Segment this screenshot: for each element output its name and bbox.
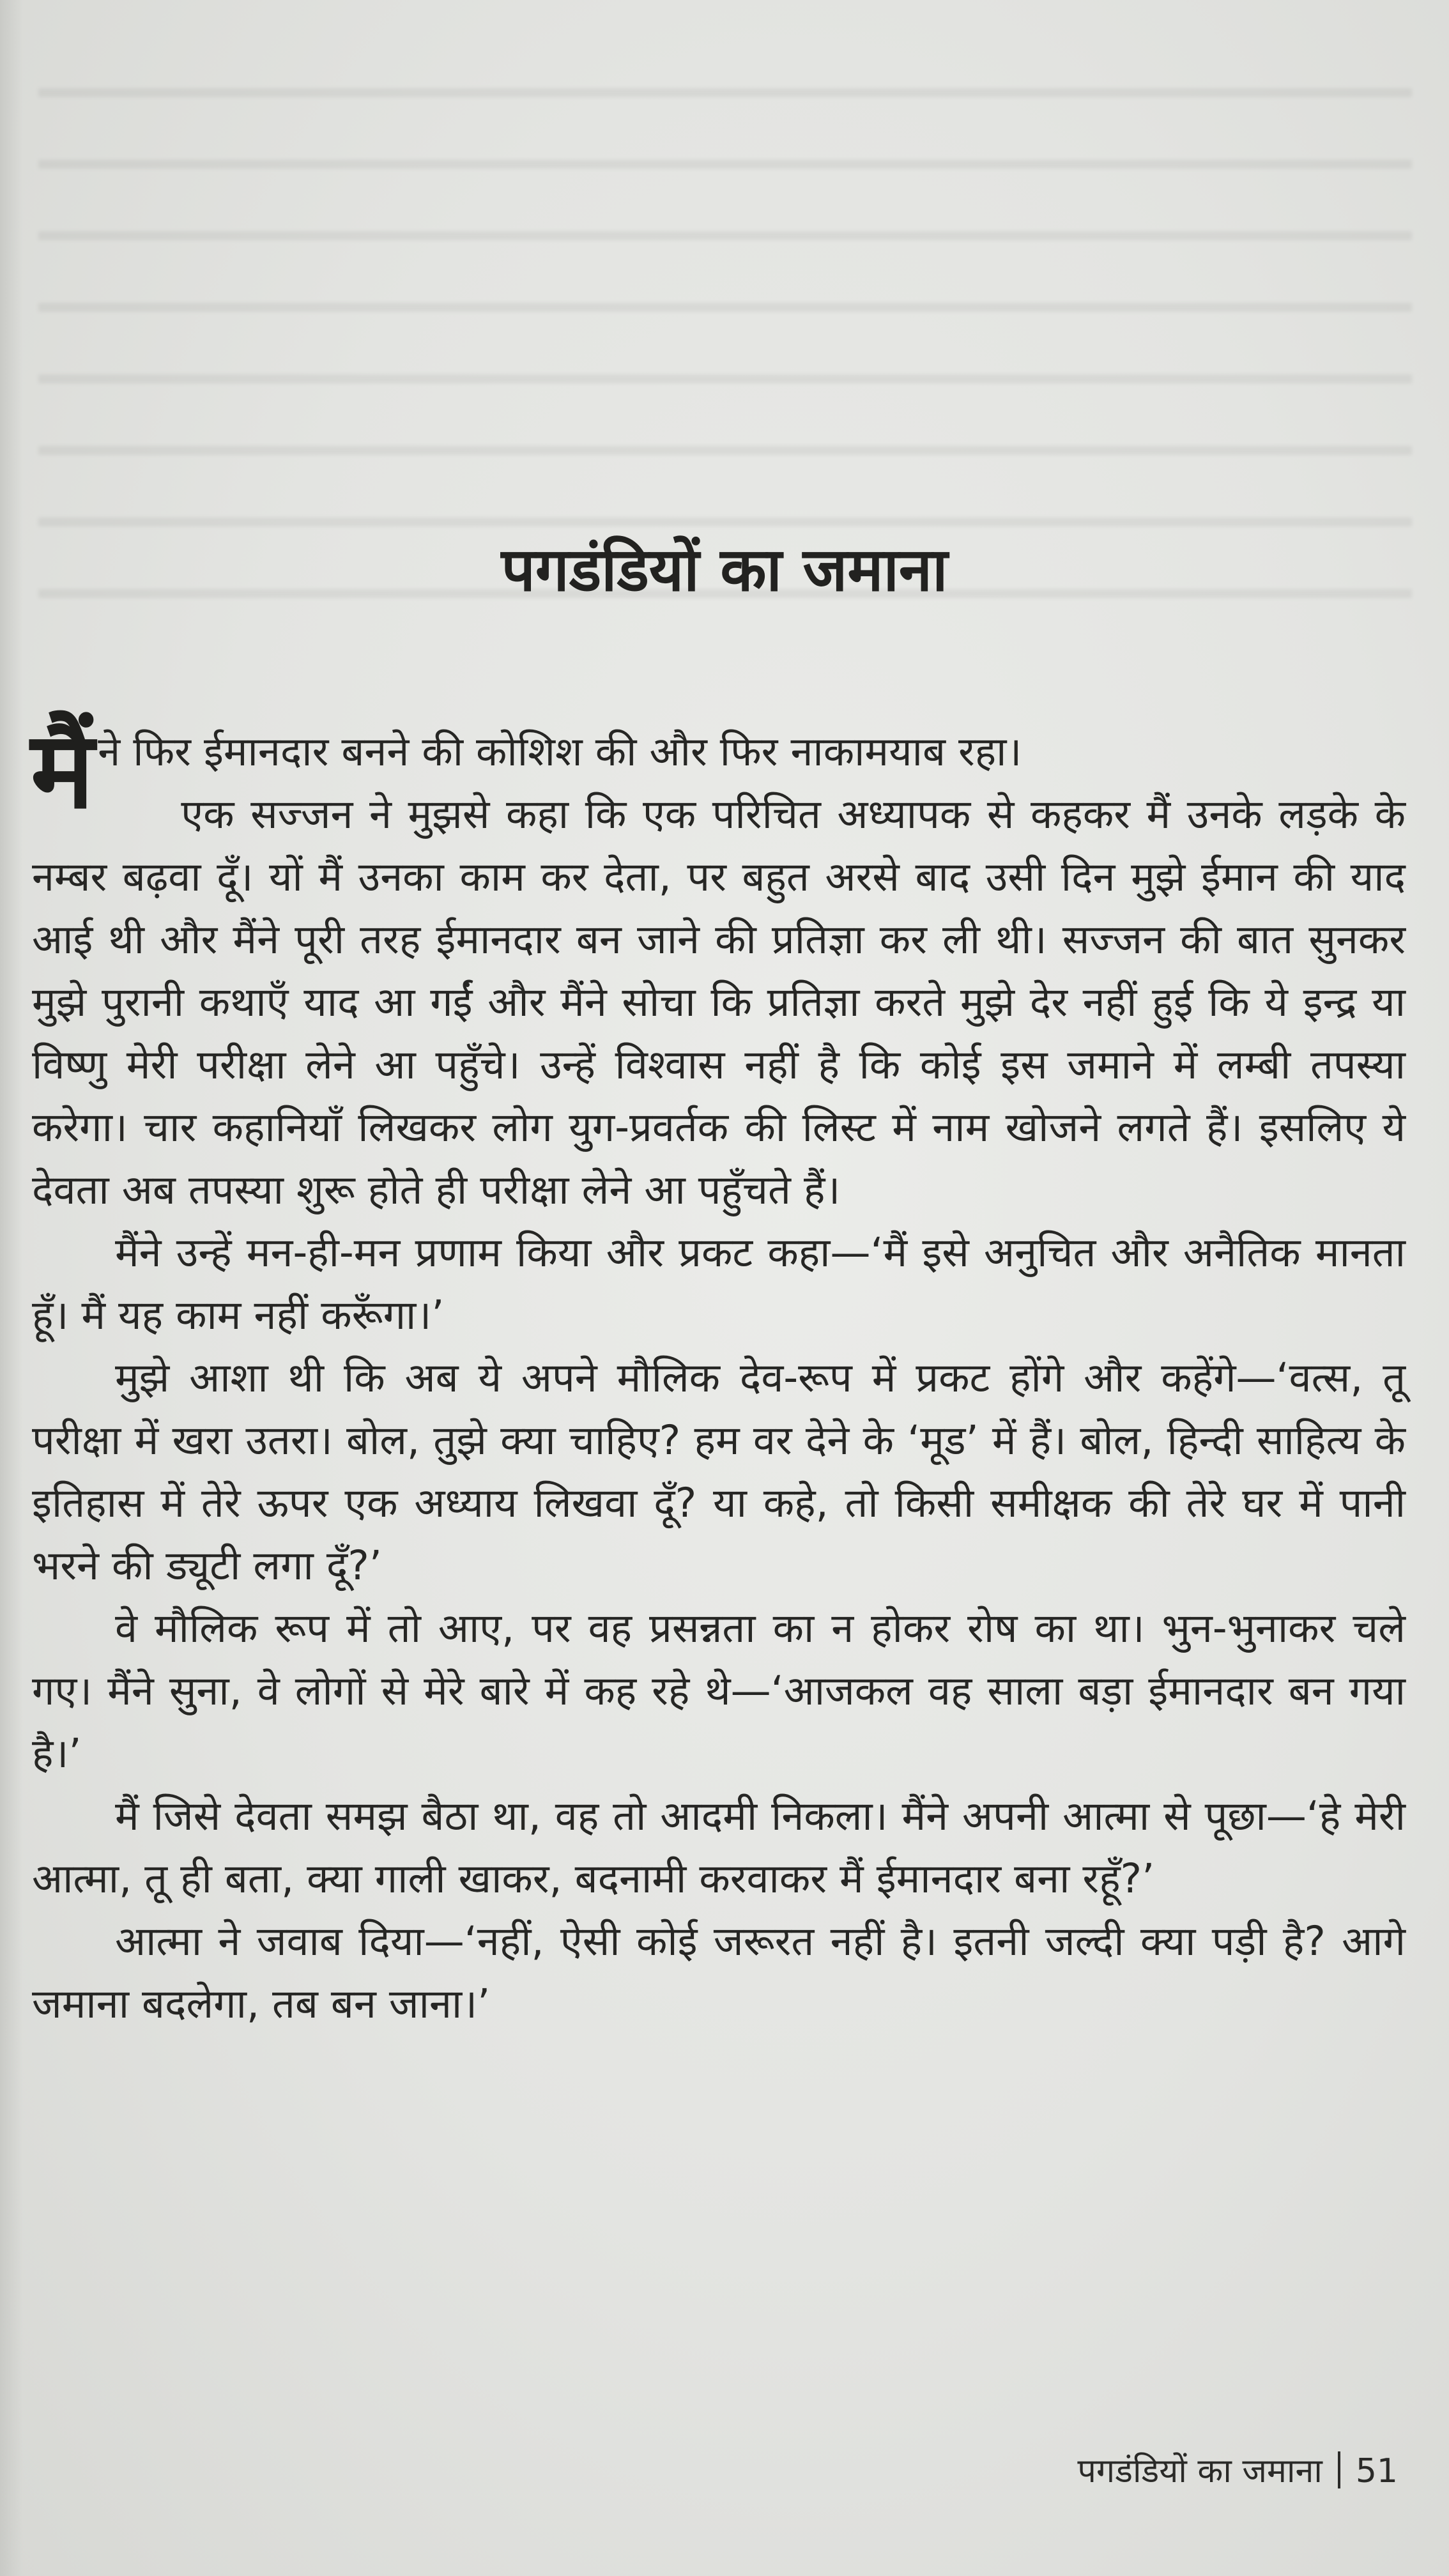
paragraph-7: आत्मा ने जवाब दिया—‘नहीं, ऐसी कोई जरूरत नहीं है। इतनी जल्दी क्या पड़ी है? आगे जमाना बदलेगा, तब बन जाना।’ — [32, 1918, 1406, 2027]
paragraph-1 — [31, 709, 1406, 832]
page-footer — [1077, 2446, 1398, 2497]
page-gutter-shadow — [0, 0, 23, 2576]
chapter-title: पगडंडियों का जमाना — [501, 535, 948, 605]
paragraph-5: वे मौलिक रूप में तो आए, पर वह प्रसन्नता का न होकर रोष का था। भुन-भुनाकर चले गए। मैंने सुना, वे लोगों से मेरे बारे में कह रहे थे—‘आजकल वह साला बड़ा ईमानदार बन गया है।’ — [32, 1605, 1406, 1777]
running-title: पगडंडियों का जमाना — [1077, 2452, 1322, 2490]
paragraph-6: मैं जिसे देवता समझ बैठा था, वह तो आदमी निकला। मैंने अपनी आत्मा से पूछा—‘हे मेरी आत्मा, तू ही बता, क्या गाली खाकर, बदनामी करवाकर मैं ईमानदार बना रहूँ?’ — [32, 1793, 1406, 1902]
paragraph-4: मुझे आशा थी कि अब ये अपने मौलिक देव-रूप में प्रकट होंगे और कहेंगे—‘वत्स, तू परीक्षा में खरा उतरा। बोल, तुझे क्या चाहिए? हम वर देने के ‘मूड’ में हैं। बोल, हिन्दी साहित्य के इतिहास में तेरे ऊपर एक अध्याय लिखवा दूँ? या कहे, तो किसी समीक्षक की तेरे घर में पानी भरने की ड्यूटी लगा दूँ?’ — [32, 1354, 1406, 1589]
footer-separator — [1338, 2451, 1340, 2488]
page-number: 51 — [1355, 2452, 1398, 2490]
paragraph-3: मैंने उन्हें मन-ही-मन प्रणाम किया और प्रकट कहा—‘मैं इसे अनुचित और अनैतिक मानता हूँ। मैं यह काम नहीं करूँगा।’ — [32, 1229, 1406, 1338]
chapter-body — [31, 709, 1406, 2035]
drop-cap: मैं — [31, 709, 95, 832]
paragraph-2: एक सज्जन ने मुझसे कहा कि एक परिचित अध्यापक से कहकर मैं उनके लड़के के नम्बर बढ़वा दूँ। यों मैं उनका काम कर देता, पर बहुत अरसे बाद उसी दिन मुझे ईमान की याद आई थी और मैंने पूरी तरह ईमानदार बन जाने की प्रतिज्ञा कर ली थी। सज्जन की बात सुनकर मुझे पुरानी कथाएँ याद आ गईं और मैंने सोचा कि प्रतिज्ञा करते मुझे देर नहीं हुई कि ये इन्द्र या विष्णु मेरी परीक्षा लेने आ पहुँचे। उन्हें विश्वास नहीं है कि कोई इस जमाने में लम्बी तपस्या करेगा। चार कहानियाँ लिखकर लोग युग-प्रवर्तक की लिस्ट में नाम खोजने लगते हैं। इसलिए ये देवता अब तपस्या शुरू होते ही परीक्षा लेने आ पहुँचते हैं। — [32, 791, 1406, 1213]
paragraph-1-text: ने फिर ईमानदार बनने की कोशिश की और फिर नाकामयाब रहा। — [98, 728, 1022, 775]
